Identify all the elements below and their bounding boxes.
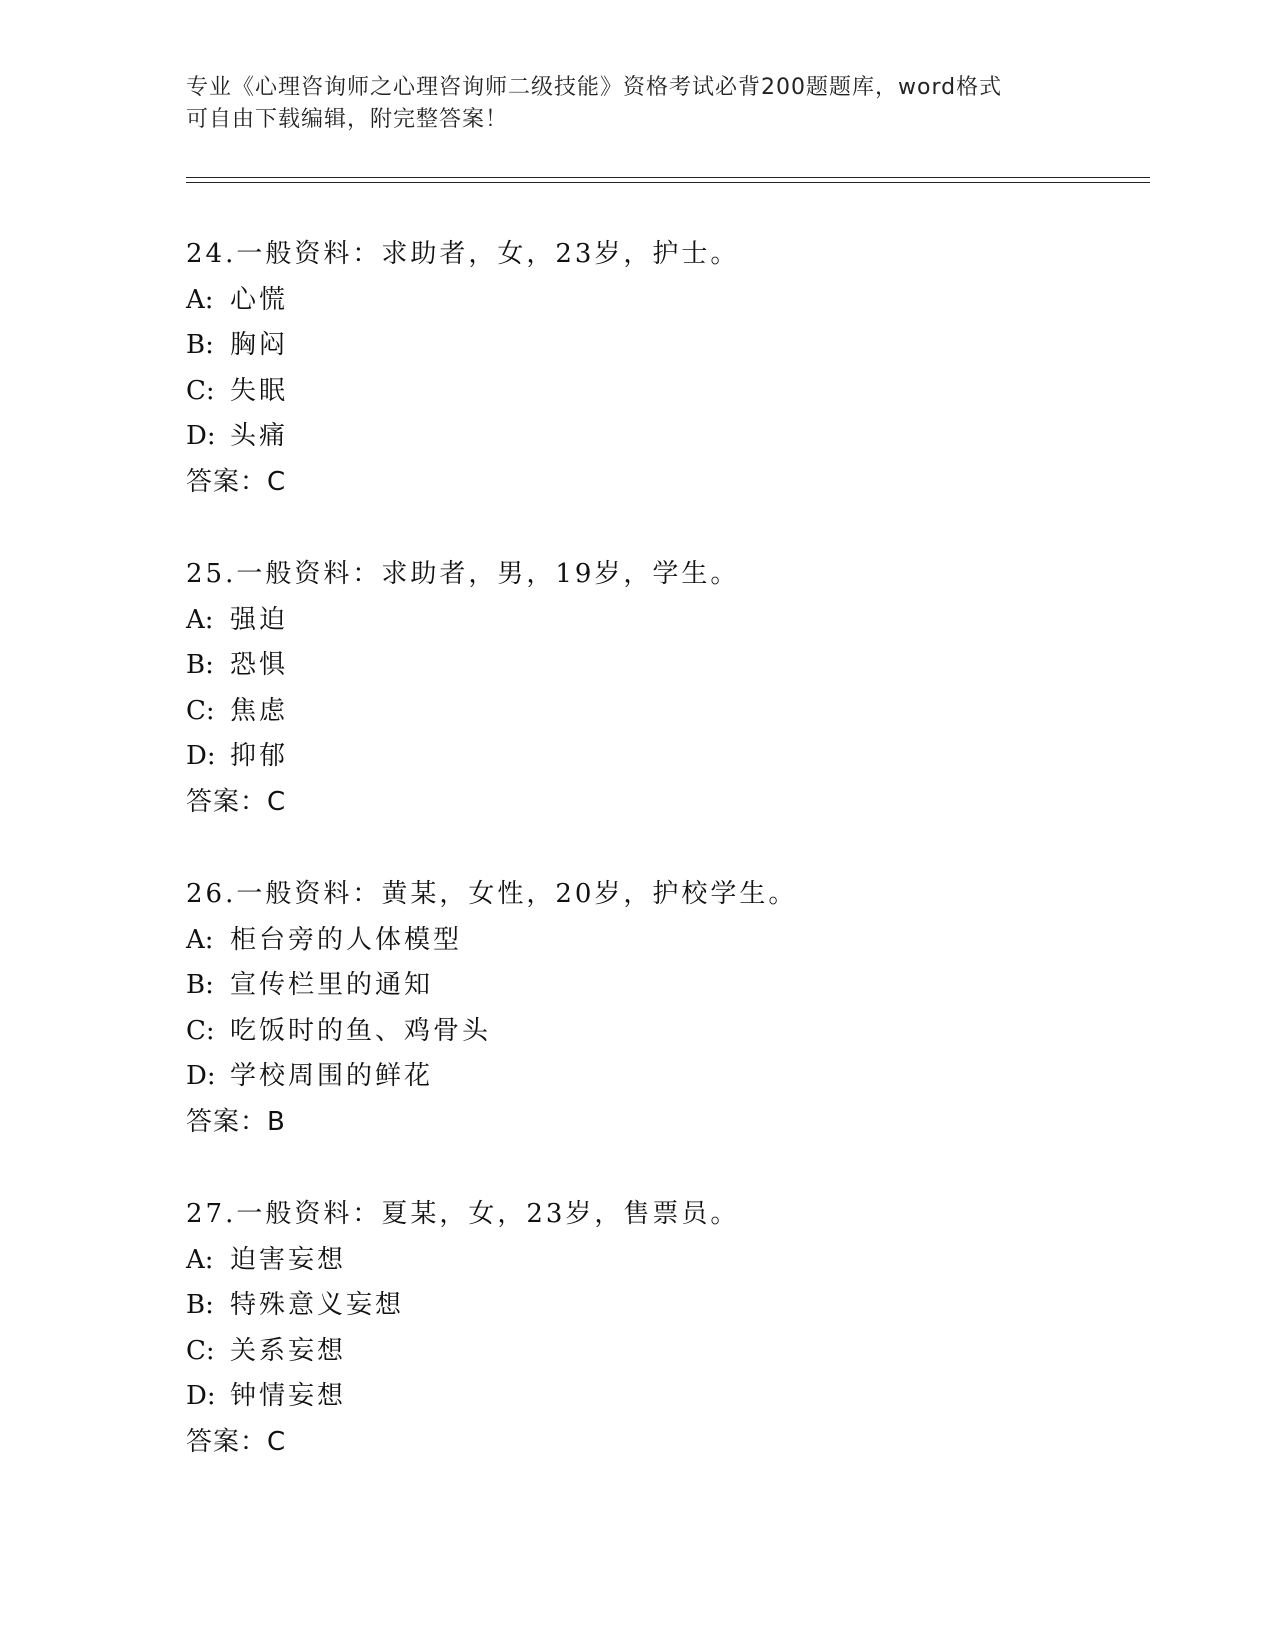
- question-stem: 26.一般资料：黄某，女性，20岁，护校学生。: [186, 879, 798, 909]
- option-text: 胸闷: [230, 330, 289, 360]
- option-label: C:: [186, 695, 215, 726]
- answer-line: 答案：C: [186, 466, 287, 497]
- option-label: C:: [186, 1015, 215, 1046]
- option-c: [186, 1009, 1146, 1055]
- option-text: 失眠: [230, 375, 289, 406]
- option-text: 宣传栏里的通知: [230, 970, 434, 1000]
- question-block: [186, 552, 1146, 825]
- option-d: [186, 1374, 1146, 1420]
- option-label: C:: [186, 1335, 215, 1366]
- option-text: 恐惧: [230, 650, 289, 680]
- option-text: 钟情妄想: [230, 1381, 347, 1411]
- option-a: [186, 1238, 1146, 1284]
- option-label: B:: [186, 330, 214, 360]
- header-line-1: 专业《心理咨询师之心理咨询师二级技能》资格考试必背200题题库，word格式: [186, 75, 1003, 100]
- answer-line: 答案：C: [186, 786, 287, 817]
- option-d: [186, 734, 1146, 780]
- option-label: A:: [186, 284, 214, 315]
- option-label: B:: [186, 1290, 214, 1320]
- question-block: [186, 1192, 1146, 1465]
- option-text: 焦虑: [230, 695, 289, 726]
- option-label: D:: [186, 1381, 216, 1411]
- option-label: D:: [186, 741, 216, 771]
- option-text: 特殊意义妄想: [230, 1290, 405, 1320]
- option-text: 头痛: [230, 421, 289, 451]
- option-text: 强迫: [230, 604, 289, 635]
- question-stem: 25.一般资料：求助者，男，19岁，学生。: [186, 559, 740, 589]
- option-a: [186, 278, 1146, 324]
- header-line-2: 可自由下载编辑，附完整答案！: [186, 107, 509, 132]
- option-text: 吃饭时的鱼、鸡骨头: [230, 1015, 492, 1046]
- question-stem: 27.一般资料：夏某，女，23岁，售票员。: [186, 1199, 740, 1229]
- option-b: [186, 643, 1146, 689]
- header-divider-bottom: [186, 182, 1150, 183]
- option-label: B:: [186, 650, 214, 680]
- question-block: [186, 232, 1146, 505]
- option-label: A:: [186, 1244, 214, 1275]
- option-text: 迫害妄想: [230, 1244, 347, 1275]
- header-divider-top: [186, 177, 1150, 178]
- option-label: D:: [186, 1061, 216, 1091]
- option-d: [186, 1054, 1146, 1100]
- option-b: [186, 323, 1146, 369]
- option-c: [186, 369, 1146, 415]
- option-b: [186, 963, 1146, 1009]
- option-label: B:: [186, 970, 214, 1000]
- option-c: [186, 1329, 1146, 1375]
- document-header: [186, 72, 1086, 136]
- option-label: A:: [186, 924, 214, 955]
- question-stem: 24.一般资料：求助者，女，23岁，护士。: [186, 239, 740, 269]
- answer-line: 答案：C: [186, 1426, 287, 1457]
- option-c: [186, 689, 1146, 735]
- option-label: D:: [186, 421, 216, 451]
- option-text: 关系妄想: [230, 1335, 347, 1366]
- option-d: [186, 414, 1146, 460]
- option-label: C:: [186, 375, 215, 406]
- option-b: [186, 1283, 1146, 1329]
- option-text: 柜台旁的人体模型: [230, 924, 463, 955]
- option-a: [186, 918, 1146, 964]
- question-block: [186, 872, 1146, 1145]
- option-text: 学校周围的鲜花: [230, 1061, 434, 1091]
- option-label: A:: [186, 604, 214, 635]
- option-text: 心慌: [230, 284, 289, 315]
- answer-line: 答案：B: [186, 1106, 286, 1137]
- option-a: [186, 598, 1146, 644]
- option-text: 抑郁: [230, 741, 289, 771]
